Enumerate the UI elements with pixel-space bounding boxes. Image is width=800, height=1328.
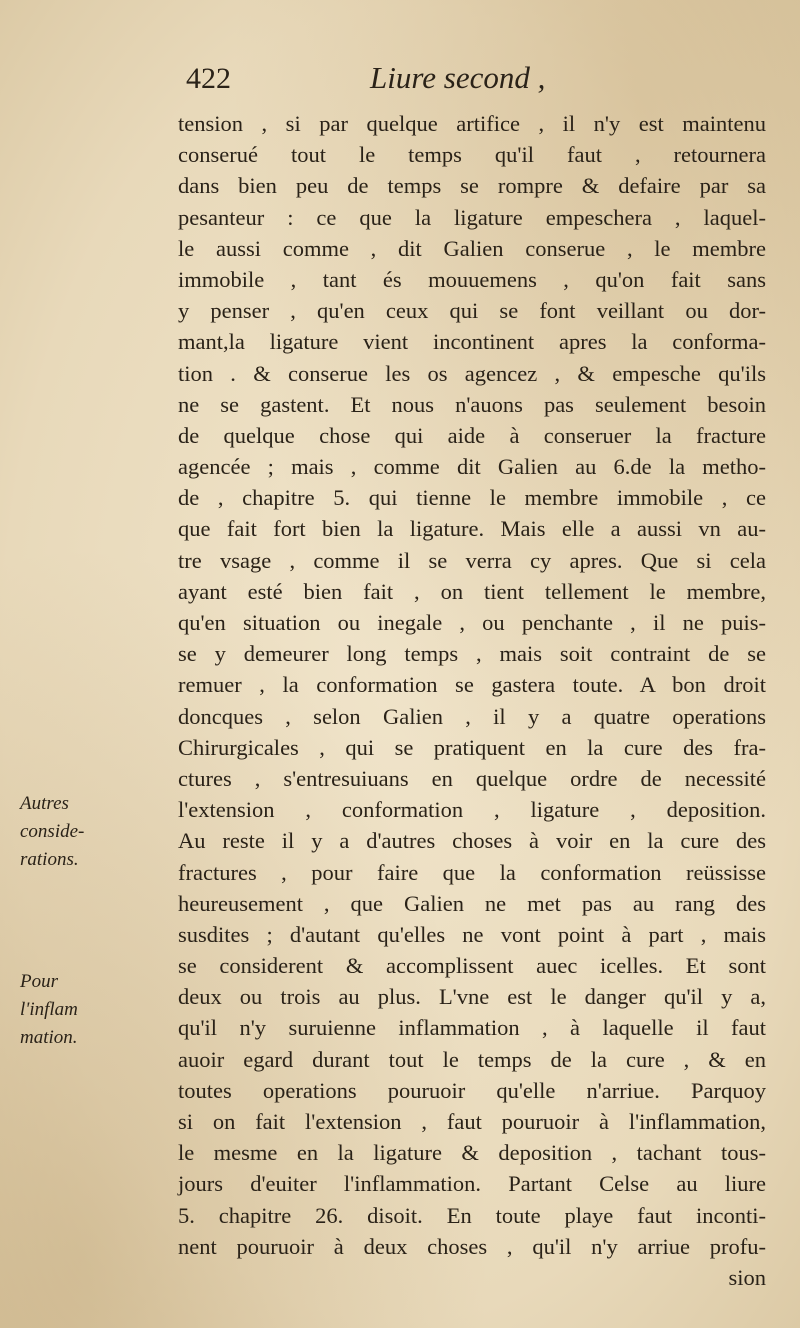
text-line: susdites ; d'autant qu'elles ne vont point à part , mais	[178, 921, 766, 947]
text-line: auoir egard durant tout le temps de la cure , & en	[178, 1046, 766, 1072]
text-line: y penser , qu'en ceux qui se font veillant ou dor-	[178, 298, 766, 324]
text-line: qu'il n'y suruienne inflammation , à laquelle il faut	[178, 1015, 766, 1041]
text-line: heureusement , que Galien ne met pas au rang des	[178, 890, 766, 916]
page-number: 422	[186, 62, 231, 95]
text-line: tre vsage , comme il se verra cy apres. Que si cela	[178, 547, 766, 573]
text-line: immobile , tant és mouuemens , qu'on fait sans	[178, 266, 766, 292]
text-line: le mesme en la ligature & deposition , tachant tous-	[178, 1140, 766, 1166]
text-line-catchword: sion	[728, 1264, 766, 1290]
text-line: pesanteur : ce que la ligature empeschera , laquel-	[178, 204, 766, 230]
text-line: mant,la ligature vient incontinent apres la conforma-	[178, 329, 766, 355]
text-line: Chirurgicales , qui se pratiquent en la cure des fra-	[178, 734, 766, 760]
text-line: Au reste il y a d'autres choses à voir en la cure des	[178, 828, 766, 854]
text-line: doncques , selon Galien , il y a quatre operations	[178, 703, 766, 729]
margin-note-line: rations.	[20, 849, 79, 870]
text-line: se y demeurer long temps , mais soit contraint de se	[178, 641, 766, 667]
text-line: qu'en situation ou inegale , ou penchante , il ne puis-	[178, 610, 766, 635]
text-line: ne se gastent. Et nous n'auons pas seulement besoin	[178, 391, 766, 417]
text-line: fractures , pour faire que la conformation reüssisse	[178, 859, 766, 885]
running-title: Liure second ,	[370, 60, 546, 95]
text-line: 5. chapitre 26. disoit. En toute playe faut inconti-	[178, 1202, 766, 1228]
text-line: jours d'euiter l'inflammation. Partant Celse au liure	[178, 1171, 766, 1197]
margin-note-pour-inflammation	[20, 968, 170, 1052]
text-line: nent pouruoir à deux choses , qu'il n'y arriue profu-	[178, 1233, 766, 1259]
text-line: conserué tout le temps qu'il faut , retournera	[178, 142, 766, 168]
text-line: remuer , la conformation se gastera toute. A bon droit	[178, 672, 766, 698]
text-line: l'extension , conformation , ligature , deposition.	[178, 797, 766, 823]
text-line: de quelque chose qui aide à conseruer la fracture	[178, 422, 766, 448]
text-line: tension , si par quelque artifice , il n'y est maintenu	[178, 111, 766, 136]
body-text	[178, 108, 766, 1293]
text-line: que fait fort bien la ligature. Mais elle a aussi vn au-	[178, 516, 766, 542]
text-line: dans bien peu de temps se rompre & defaire par sa	[178, 173, 766, 199]
text-line: agencée ; mais , comme dit Galien au 6.de la metho-	[178, 454, 766, 480]
margin-note-line: l'inflam	[20, 999, 78, 1020]
text-line: tion . & conserue les os agencez , & empesche qu'ils	[178, 360, 766, 386]
text-line: toutes operations pouruoir qu'elle n'arriue. Parquoy	[178, 1077, 766, 1103]
text-line: de , chapitre 5. qui tienne le membre immobile , ce	[178, 485, 766, 511]
text-line: ctures , s'entresuiuans en quelque ordre de necessité	[178, 765, 766, 791]
page-header	[180, 62, 760, 102]
text-line: le aussi comme , dit Galien conserue , le membre	[178, 235, 766, 261]
margin-note-line: conside-	[20, 821, 85, 842]
margin-note-autres-considerations	[20, 790, 170, 874]
margin-note-line: Pour	[20, 971, 58, 992]
margin-note-line: mation.	[20, 1027, 78, 1048]
text-line: ayant esté bien fait , on tient tellement le membre,	[178, 578, 766, 604]
text-line: si on fait l'extension , faut pouruoir à l'inflammation,	[178, 1109, 766, 1134]
text-line: deux ou trois au plus. L'vne est le danger qu'il y a,	[178, 984, 766, 1010]
margin-note-line: Autres	[20, 793, 69, 814]
text-line: se considerent & accomplissent auec icelles. Et sont	[178, 953, 766, 979]
